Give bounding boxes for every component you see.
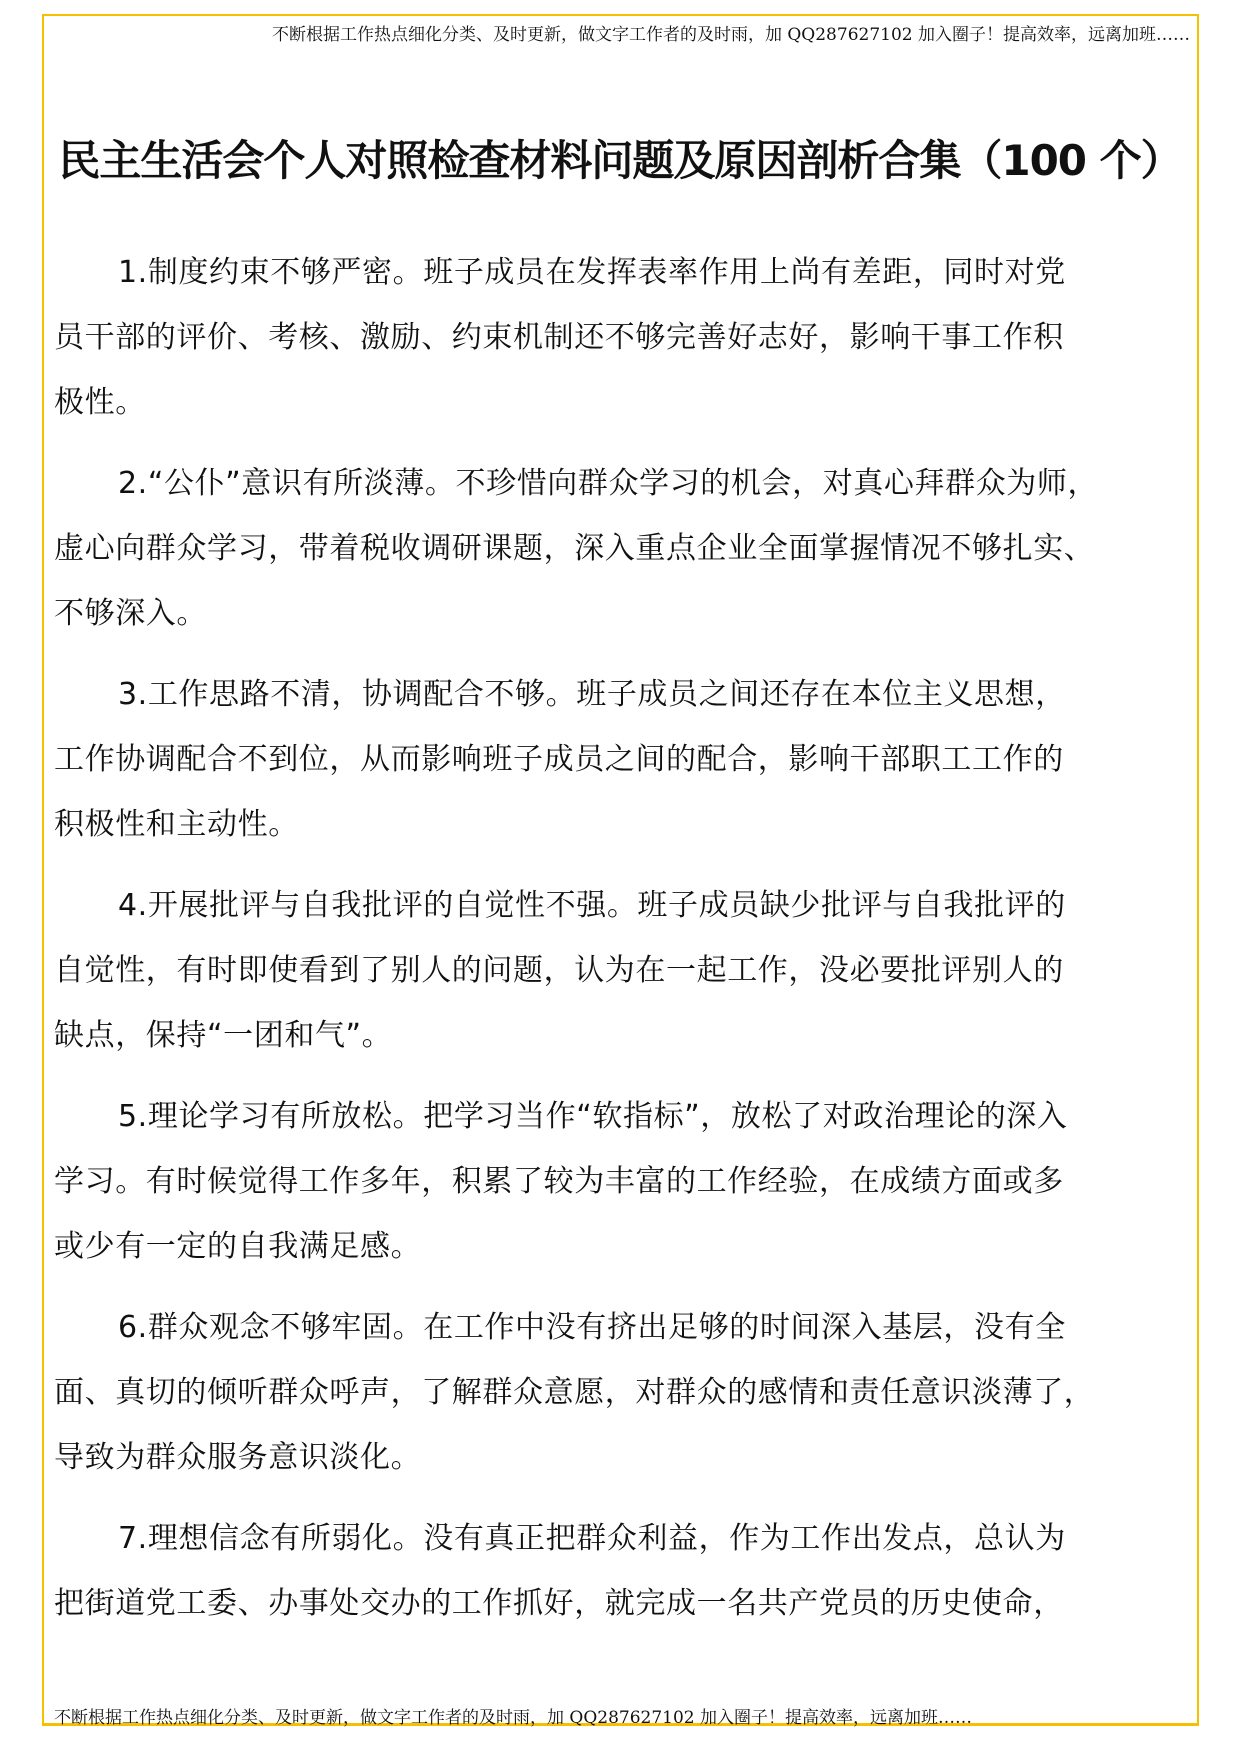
paragraph-line: 虚心向群众学习，带着税收调研课题，深入重点企业全面掌握情况不够扎实、 (54, 531, 1095, 566)
paragraph-line: 面、真切的倾听群众呼声，了解群众意愿，对群众的感情和责任意识淡薄了， (54, 1375, 1095, 1410)
paragraph-line: 缺点，保持“一团和气”。 (54, 1018, 393, 1053)
paragraph-line: 5.理论学习有所放松。把学习当作“软指标”，放松了对政治理论的深入 (118, 1099, 1068, 1134)
paragraph-1 (54, 248, 1194, 443)
paragraph-2 (54, 459, 1194, 654)
page-footer: 不断根据工作热点细化分类、及时更新，做文字工作者的及时雨，加 QQ287627102 加入圈子！提高效率，远离加班…… (54, 1708, 973, 1728)
paragraph-line: 自觉性，有时即使看到了别人的问题，认为在一起工作，没必要批评别人的 (54, 953, 1064, 988)
paragraph-line: 学习。有时候觉得工作多年，积累了较为丰富的工作经验，在成绩方面或多 (54, 1164, 1064, 1199)
paragraph-line: 积极性和主动性。 (54, 807, 299, 842)
paragraph-line: 7.理想信念有所弱化。没有真正把群众利益，作为工作出发点，总认为 (118, 1521, 1066, 1556)
paragraph-3 (54, 670, 1194, 865)
paragraph-line: 或少有一定的自我满足感。 (54, 1229, 422, 1264)
paragraph-line: 3.工作思路不清，协调配合不够。班子成员之间还存在本位主义思想， (118, 677, 1066, 712)
document-body (54, 248, 1194, 1660)
paragraph-line: 1.制度约束不够严密。班子成员在发挥表率作用上尚有差距，同时对党 (118, 255, 1066, 290)
paragraph-line: 极性。 (54, 385, 146, 420)
paragraph-7 (54, 1514, 1194, 1644)
paragraph-line: 员干部的评价、考核、激励、约束机制还不够完善好志好，影响干事工作积 (54, 320, 1064, 355)
paragraph-line: 工作协调配合不到位，从而影响班子成员之间的配合，影响干部职工工作的 (54, 742, 1064, 777)
paragraph-line: 不够深入。 (54, 596, 207, 631)
document-title: 民主生活会个人对照检查材料问题及原因剖析合集（100 个） (58, 136, 1182, 185)
paragraph-5 (54, 1092, 1194, 1287)
paragraph-line: 把街道党工委、办事处交办的工作抓好，就完成一名共产党员的历史使命， (54, 1586, 1064, 1621)
paragraph-line: 4.开展批评与自我批评的自觉性不强。班子成员缺少批评与自我批评的 (118, 888, 1066, 923)
paragraph-line: 2.“公仆”意识有所淡薄。不珍惜向群众学习的机会，对真心拜群众为师， (118, 466, 1099, 501)
paragraph-line: 6.群众观念不够牢固。在工作中没有挤出足够的时间深入基层，没有全 (118, 1310, 1066, 1345)
paragraph-4 (54, 881, 1194, 1076)
paragraph-line: 导致为群众服务意识淡化。 (54, 1440, 422, 1475)
page-header: 不断根据工作热点细化分类、及时更新，做文字工作者的及时雨，加 QQ287627102 加入圈子！提高效率，远离加班…… (271, 25, 1190, 45)
paragraph-6 (54, 1303, 1194, 1498)
